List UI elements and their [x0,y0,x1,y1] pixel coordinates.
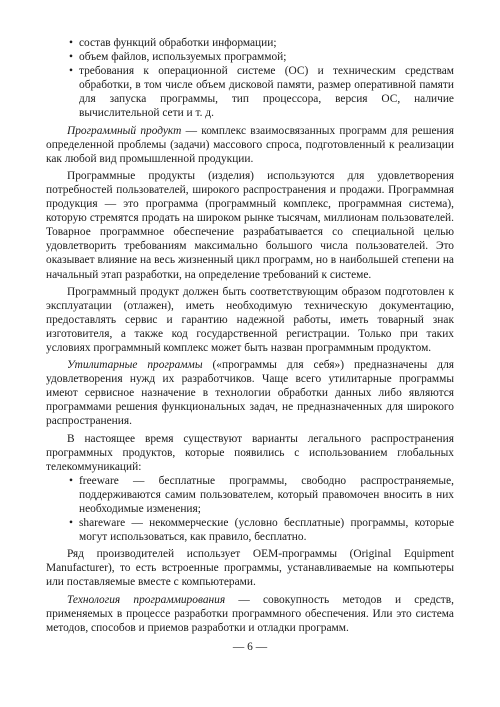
bullet-icon: • [69,474,73,487]
paragraph-software-product [46,124,454,166]
bullet-item [46,50,454,64]
definition-text: — комплекс взаимосвязанных программ для решения определенной проблемы (задачи) массового спроса, подготовленный к реализации как любой вид промышленной продукции. [46,124,454,165]
definition-text: — совокупность методов и средств, применяемых в процессе разработки программного обеспечения. Или это система методов, способов и приемов разработки и отладки программ. [46,593,454,634]
term-utility-programs: Утилитарные программы [67,359,203,372]
term-software-product: Программный продукт [67,124,182,137]
bullet-item [46,64,454,120]
paragraph-products-use: Программные продукты (изделия) используются для удовлетворения потребностей пользователей, широкого распространения и продажи. Программная продукция — это программа (программный комплекс, программная система), которую стремятся продать на широком рынке тысячам, миллионам пользователей. Товарное программное обеспечение разрабатывается со специальной целью удовлетворить требованиям максимально большого числа пользователей. Это оказывает влияние на весь жизненный цикл программ, но в наибольшей степени на начальный этап разработки, на определение требований к системе. [46,169,454,281]
definition-text: («программы для себя») предназначены для удовлетворения нужд их разработчиков. Чаще всего утилитарные программы имеют сервисное назначение в технологии обработки данных либо являются программами решения функциональных задач, не предназначенных для широкого распространения. [46,359,454,428]
paragraph-oem: Ряд производителей использует OEM-программы (Original Equipment Manufacturer), то есть встроенные программы, устанавливаемые на компьютеры или поставляемые вместе с компьютерами. [46,548,454,589]
paragraph-utility-programs [46,358,454,428]
bullet-icon: • [69,517,73,530]
paragraph-legal-distribution: В настоящее время существуют варианты легального распространения программных продуктов, которые появились с использованием глобальных телекоммуникаций: [46,432,454,473]
bullet-text: shareware — некоммерческие (условно бесплатные) программы, которые могут использоваться, как правило, бесплатно. [79,517,454,544]
bullet-text: состав функций обработки информации; [79,37,277,49]
body-text [46,36,454,635]
bullet-icon: • [69,37,73,49]
bullet-text: freeware — бесплатные программы, свободно распространяемые, поддерживаются самим пользователем, который правомочен вносить в них необходимые изменения; [79,474,454,515]
paragraph-programming-technology [46,593,454,635]
term-programming-technology: Технология программирования [67,593,226,606]
page-number: — 6 — [232,641,268,653]
bullet-item-freeware [46,474,454,516]
bullet-item-shareware [46,516,454,544]
bullet-icon: • [69,51,73,64]
paragraph-product-requirements: Программный продукт должен быть соответствующим образом подготовлен к эксплуатации (отлажен), иметь необходимую техническую документацию, предоставлять сервис и гарантию надежной работы, иметь товарный знак изготовителя, а также код государственной регистрации. Только при таких условиях программный комплекс может быть назван программным продуктом. [46,285,454,354]
bullet-text: объем файлов, используемых программой; [79,51,287,64]
bullet-icon: • [69,65,73,78]
bullet-text: требования к операционной системе (ОС) и техническим средствам обработки, в том числе объем дисковой памяти, размер оперативной памяти для запуска программы, тип процессора, версия ОС, наличие вычислительной сети и т. д. [79,65,454,120]
bullet-item [46,36,454,50]
